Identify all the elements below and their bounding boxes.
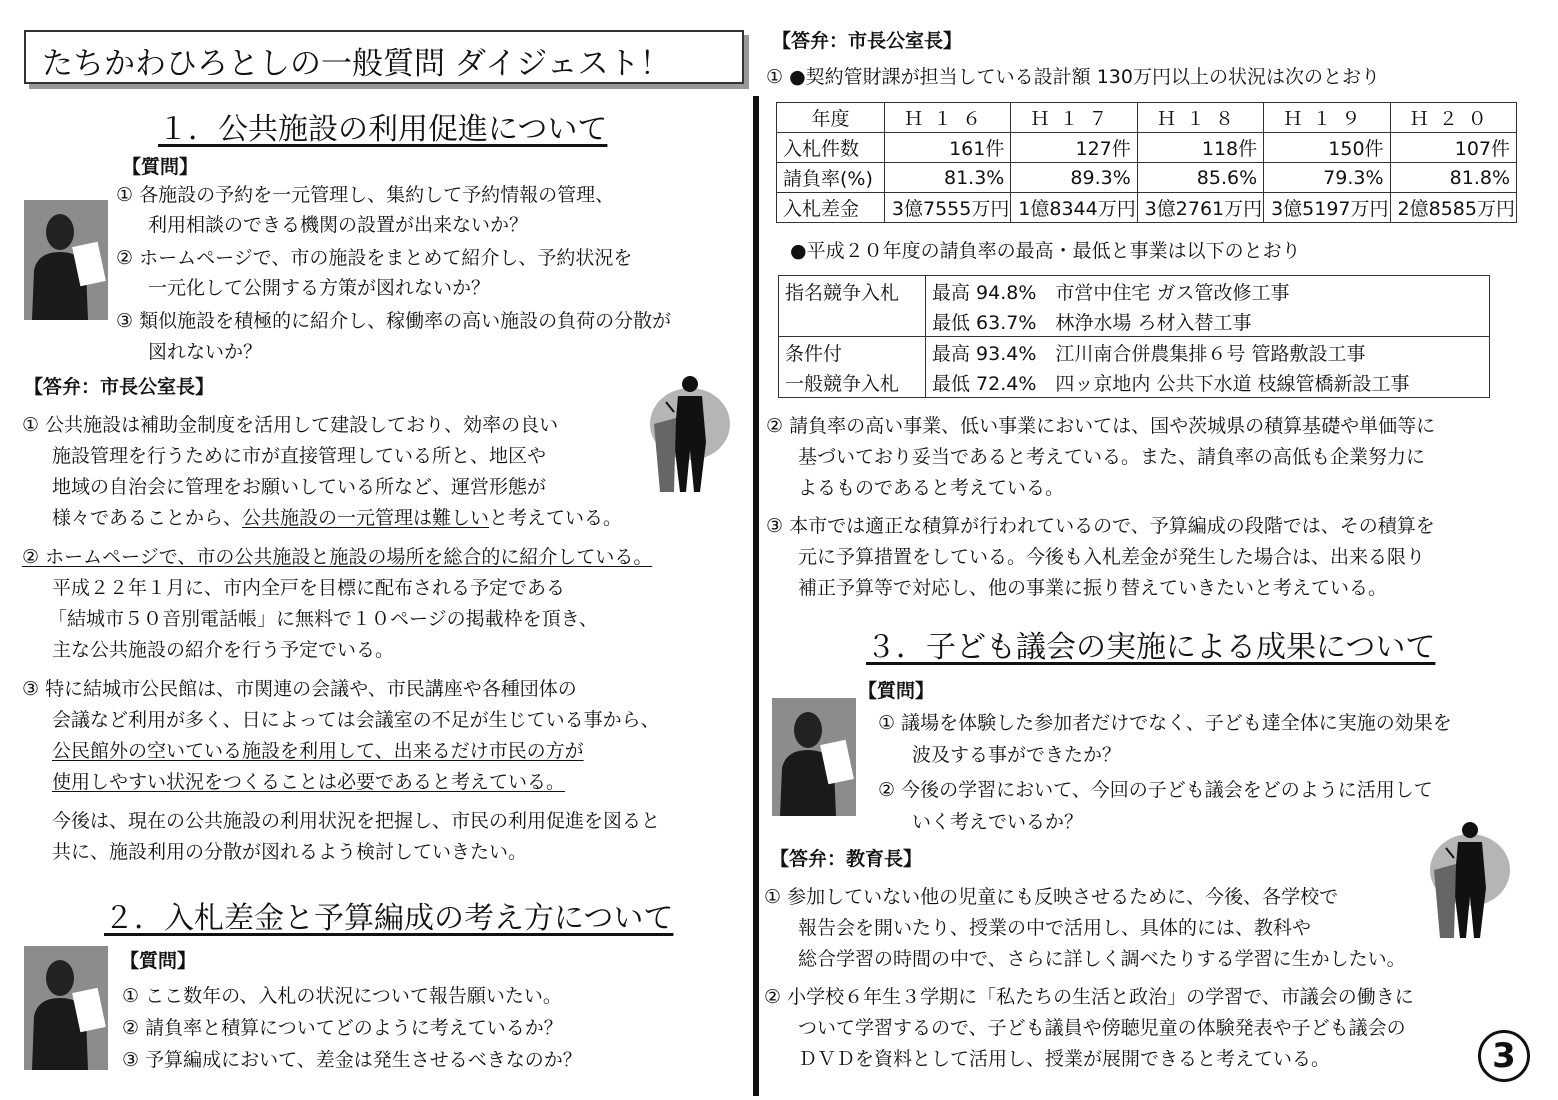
s3-question-line: ② 今後の学習において、今回の子ども議会をどのように活用して <box>878 779 1433 801</box>
s1-answer2-line: 主な公共施設の紹介を行う予定でいる。 <box>52 639 395 661</box>
table-cell: 107件 <box>1390 133 1516 163</box>
table-cell: 最低 72.4% 四ッ京地内 公共下水道 枝線管橋新設工事 <box>932 372 1410 395</box>
table-cell: 81.3% <box>884 163 1010 193</box>
section1-answer-label: 【答弁：市長公室長】 <box>24 376 215 398</box>
table-cell: 127件 <box>1011 133 1137 163</box>
s1-question-line: 図れないか？ <box>148 341 263 363</box>
table-row <box>777 163 1517 193</box>
table-row <box>779 367 1490 398</box>
s2-answer2-line: よるものであると考えている。 <box>798 477 1065 499</box>
section1-heading: １．公共施設の利用促進について <box>158 112 608 147</box>
s1-answer4-line: 共に、施設利用の分散が図れるよう検討していきたい。 <box>52 841 528 863</box>
s1-answer3-line: 使用しやすい状況をつくることは必要であると考えている。 <box>52 771 566 793</box>
person-reading-icon <box>772 698 856 816</box>
s3-answer1-line: ① 参加していない他の児童にも反映させるために、今後、各学校で <box>764 886 1339 908</box>
s3-question-line: ① 議場を体験した参加者だけでなく、子ども達全体に実施の効果を <box>878 712 1452 734</box>
table-cell: 最高 94.8% 市営中住宅 ガス管改修工事 <box>932 281 1290 304</box>
s3-question-line: いく考えでいるか？ <box>912 811 1084 833</box>
table-cell: 150件 <box>1264 133 1390 163</box>
table-header-cell: Ｈ１９ <box>1264 103 1390 133</box>
s1-answer3-line: ③ 特に結城市公民館は、市関連の会議や、市民講座や各種団体の <box>22 678 577 700</box>
table-cell: 89.3% <box>1011 163 1137 193</box>
s1-question-line: ② ホームページで、市の施設をまとめて紹介し、予約状況を <box>116 247 633 269</box>
s3-answer1-line: 総合学習の時間の中で、さらに詳しく調べたりする学習に生かしたい。 <box>798 948 1406 970</box>
s2-answer2-line: ② 請負率の高い事業、低い事業においては、国や茨城県の積算基礎や単価等に <box>766 415 1436 437</box>
table-cell: 入札差金 <box>777 193 885 223</box>
title-box <box>24 30 744 84</box>
s2-answer2-line: 基づいており妥当であると考えている。また、請負率の高低も企業努力に <box>798 446 1426 468</box>
column-divider <box>753 96 759 1096</box>
s2-answer3-line: ③ 本市では適正な積算が行われているので、予算編成の段階では、その積算を <box>766 515 1435 537</box>
table-cell: 2億8585万円 <box>1390 193 1516 223</box>
s2-answer3-line: 元に予算措置をしている。今後も入札差金が発生した場合は、出来る限り <box>798 546 1426 568</box>
s1-question-line: 一元化して公開する方策が図れないか？ <box>148 277 491 299</box>
table-row <box>779 337 1490 368</box>
table-header-cell: Ｈ１６ <box>884 103 1010 133</box>
section1-question-label: 【質問】 <box>122 156 199 178</box>
s1-answer2-line: 「結城市５０音別電話帳」に無料で１０ページの掲載枠を頂き、 <box>48 608 598 630</box>
s1-answer3-line: 会議など利用が多く、日によっては会議室の不足が生じている事から、 <box>52 709 660 731</box>
s1-answer1-line: 地域の自治会に管理をお願いしている所など、運営形態が <box>52 476 547 498</box>
s1-answer1-line: 施設管理を行うために市が直接管理している所と、地区や <box>52 445 547 467</box>
s3-answer2-line: ＤＶＤを資料として活用し、授業が展開できると考えている。 <box>798 1048 1331 1070</box>
section3-answer-label: 【答弁：教育長】 <box>770 848 923 870</box>
table-cell: 81.8% <box>1390 163 1516 193</box>
s1-question-line: ① 各施設の予約を一元管理し、集約して予約情報の管理、 <box>116 184 615 206</box>
table-cell: 85.6% <box>1137 163 1263 193</box>
s2-answer3-line: 補正予算等で対応し、他の事業に振り替えていきたいと考えている。 <box>798 577 1388 599</box>
table-header-cell: 年度 <box>777 103 885 133</box>
page-title: たちかわひろとしの一般質問 ダイジェスト！ <box>42 46 671 82</box>
table-row <box>777 133 1517 163</box>
speaker-at-podium-icon <box>1420 818 1520 943</box>
person-reading-icon <box>24 946 108 1070</box>
table-header-row <box>777 103 1517 133</box>
s1-answer3-line: 公民館外の空いている施設を利用して、出来るだけ市民の方が <box>52 740 584 762</box>
table-cell: 最高 93.4% 江川南合併農集排６号 管路敷設工事 <box>932 342 1366 365</box>
award-rate-table <box>778 275 1490 398</box>
section2-heading: ２．入札差金と予算編成の考え方について <box>104 901 674 936</box>
s1-question-line: 利用相談のできる機関の設置が出来ないか？ <box>148 214 529 236</box>
s2-question-line: ② 請負率と積算についてどのように考えているか？ <box>122 1017 563 1039</box>
table-cell: 1億8344万円 <box>1011 193 1137 223</box>
table-cell: 161件 <box>884 133 1010 163</box>
s3-answer2-line: ついて学習するので、子ども議員や傍聴児童の体験発表や子ども議会の <box>798 1017 1406 1039</box>
s1-answer1-line: 様々であることから、公共施設の一元管理は難しいと考えている。 <box>52 507 623 529</box>
section2-question-label: 【質問】 <box>120 950 197 972</box>
s1-answer2-line: ② ホームページで、市の公共施設と施設の場所を総合的に紹介している。 <box>22 546 653 568</box>
table-header-cell: Ｈ１７ <box>1011 103 1137 133</box>
table-cell: 79.3% <box>1264 163 1390 193</box>
s1-answer1-line: ① 公共施設は補助金制度を活用して建設しており、効率の良い <box>22 414 559 436</box>
table-header-cell: Ｈ１８ <box>1137 103 1263 133</box>
table-cell: 118件 <box>1137 133 1263 163</box>
bid-results-table <box>776 102 1517 223</box>
section3-question-label: 【質問】 <box>858 680 935 702</box>
table-cell: 請負率(%) <box>777 163 885 193</box>
s1-answer2-line: 平成２２年１月に、市内全戸を目標に配布される予定である <box>52 577 566 599</box>
table-cell: 入札件数 <box>777 133 885 163</box>
s3-question-line: 波及する事ができたか？ <box>912 744 1122 766</box>
page-number: 3 <box>1478 1030 1530 1082</box>
table-cell <box>779 306 926 337</box>
s2-question-line: ① ここ数年の、入札の状況について報告願いたい。 <box>122 985 562 1007</box>
section2-answer-label: 【答弁：市長公室長】 <box>772 30 963 52</box>
table-cell: 条件付 <box>779 337 926 368</box>
table-cell: 3億2761万円 <box>1137 193 1263 223</box>
table-cell: 3億7555万円 <box>884 193 1010 223</box>
speaker-at-podium-icon <box>640 372 740 497</box>
table-header-cell: Ｈ２０ <box>1390 103 1516 133</box>
table-cell: 指名競争入札 <box>779 276 926 307</box>
table-cell: 一般競争入札 <box>779 367 926 398</box>
s2-answer1-intro: ① ●契約管財課が担当している設計額 130万円以上の状況は次のとおり <box>766 66 1380 88</box>
table-cell: 最低 63.7% 林浄水場 ろ材入替工事 <box>932 311 1252 334</box>
table-cell: 3億5197万円 <box>1264 193 1390 223</box>
person-reading-icon <box>24 200 108 320</box>
s3-answer2-line: ② 小学校６年生３学期に「私たちの生活と政治」の学習で、市議会の働きに <box>764 986 1414 1008</box>
table-row <box>779 276 1490 307</box>
table-row <box>777 193 1517 223</box>
s3-answer1-line: 報告会を開いたり、授業の中で活用し、具体的には、教科や <box>798 917 1312 939</box>
s1-answer4-line: 今後は、現在の公共施設の利用状況を把握し、市民の利用促進を図ると <box>52 810 661 832</box>
s2-table2-intro: ●平成２０年度の請負率の最高・最低と事業は以下のとおり <box>790 240 1301 262</box>
table-row <box>779 306 1490 337</box>
section3-heading: ３．子ども議会の実施による成果について <box>866 630 1436 665</box>
s1-question-line: ③ 類似施設を積極的に紹介し、稼働率の高い施設の負荷の分散が <box>116 310 672 332</box>
s2-question-line: ③ 予算編成において、差金は発生させるべきなのか？ <box>122 1049 582 1071</box>
